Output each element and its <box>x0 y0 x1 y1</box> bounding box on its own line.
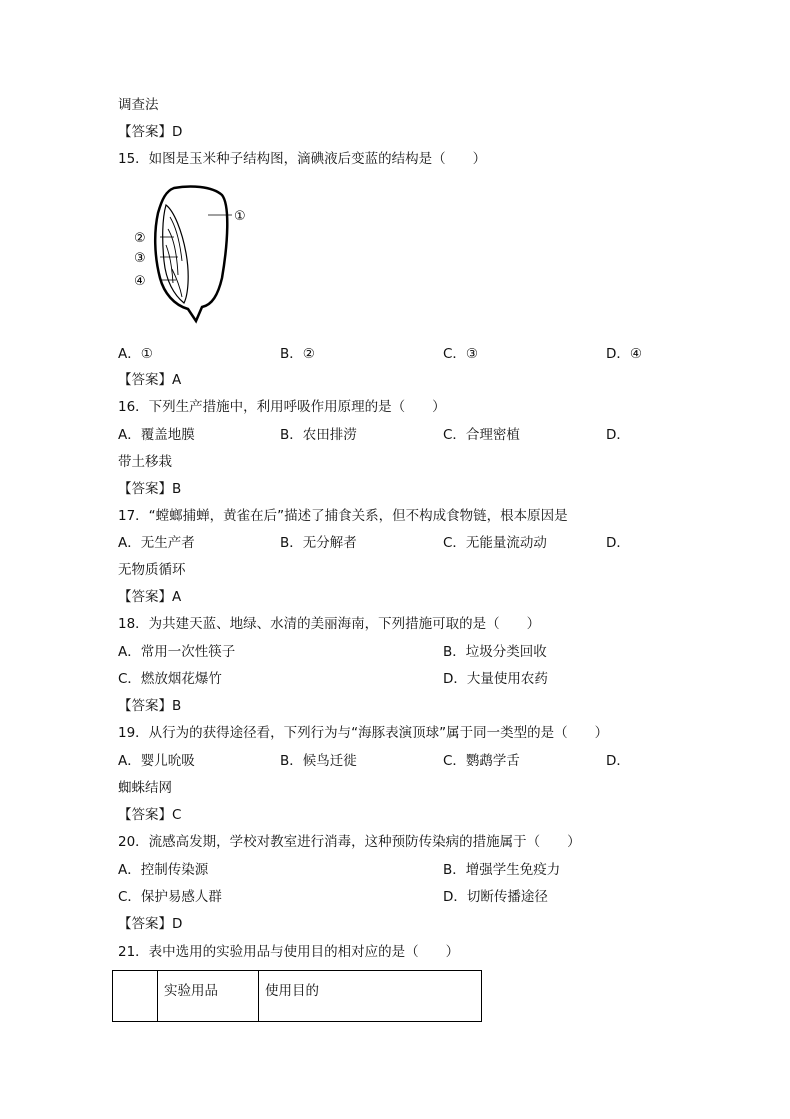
q19-stem: 19．从行为的获得途径看，下列行为与“海豚表演顶球”属于同一类型的是（ ） <box>118 725 609 741</box>
figure-label-3: ③ <box>134 251 146 266</box>
embryo-outline <box>163 205 188 303</box>
experiment-table <box>112 970 482 1022</box>
table-row <box>113 971 482 1022</box>
q17-answer: 【答案】A <box>118 589 182 605</box>
q17-option-d: D． <box>606 535 630 551</box>
q16-option-d-wrap: 带土移栽 <box>118 454 172 470</box>
q16-option-c: C．合理密植 <box>443 427 520 443</box>
q20-stem: 20．流感高发期，学校对教室进行消毒，这种预防传染病的措施属于（ ） <box>118 834 581 850</box>
figure-label-1: ① <box>234 209 246 224</box>
q15-option-b: B．② <box>280 346 315 362</box>
q15-option-c: C．③ <box>443 346 479 362</box>
q19-answer: 【答案】C <box>118 807 182 823</box>
q17-option-a: A．无生产者 <box>118 535 195 551</box>
q17-option-b: B．无分解者 <box>280 535 357 551</box>
q19-option-a: A．婴儿吮吸 <box>118 753 195 769</box>
q16-option-a: A．覆盖地膜 <box>118 427 195 443</box>
q15-option-d: D．④ <box>606 346 642 362</box>
q16-stem: 16．下列生产措施中，利用呼吸作用原理的是（ ） <box>118 399 446 415</box>
figure-label-4: ④ <box>134 274 146 289</box>
figure-label-2: ② <box>134 231 146 246</box>
q19-option-b: B．候鸟迁徙 <box>280 753 357 769</box>
q17-option-d-wrap: 无物质循环 <box>118 562 186 578</box>
corn-seed-figure <box>130 183 260 325</box>
q18-option-d: D．大量使用农药 <box>443 671 548 687</box>
q20-option-c: C．保护易感人群 <box>118 889 222 905</box>
q16-option-d: D． <box>606 427 630 443</box>
intro-line: 调查法 <box>118 97 159 113</box>
q19-option-d: D． <box>606 753 630 769</box>
q18-answer: 【答案】B <box>118 698 182 714</box>
q19-option-c: C．鹦鹉学舌 <box>443 753 520 769</box>
table-header-index <box>113 971 158 1022</box>
q16-option-b: B．农田排涝 <box>280 427 357 443</box>
q21-stem: 21．表中选用的实验用品与使用目的相对应的是（ ） <box>118 944 460 960</box>
q17-stem: 17．“螳螂捕蝉，黄雀在后”描述了捕食关系，但不构成食物链，根本原因是 <box>118 508 568 524</box>
q18-option-c: C．燃放烟花爆竹 <box>118 671 222 687</box>
q15-option-a: A．① <box>118 346 153 362</box>
q19-option-d-wrap: 蜘蛛结网 <box>118 780 172 796</box>
q16-answer: 【答案】B <box>118 481 182 497</box>
q17-option-c: C．无能量流动动 <box>443 535 547 551</box>
q14-answer: 【答案】D <box>118 124 183 140</box>
q18-option-b: B．垃圾分类回收 <box>443 644 547 660</box>
corn-seed-diagram <box>130 183 260 325</box>
q18-option-a: A．常用一次性筷子 <box>118 644 236 660</box>
q20-option-d: D．切断传播途径 <box>443 889 548 905</box>
q20-option-a: A．控制传染源 <box>118 862 209 878</box>
q20-answer: 【答案】D <box>118 916 183 932</box>
q18-stem: 18．为共建天蓝、地绿、水清的美丽海南，下列措施可取的是（ ） <box>118 616 541 632</box>
table-header-materials: 实验用品 <box>158 971 259 1022</box>
q15-stem: 15．如图是玉米种子结构图，滴碘液后变蓝的结构是（ ） <box>118 151 487 167</box>
q20-option-b: B．增强学生免疫力 <box>443 862 561 878</box>
table-header-purpose: 使用目的 <box>259 971 482 1022</box>
q15-answer: 【答案】A <box>118 372 182 388</box>
